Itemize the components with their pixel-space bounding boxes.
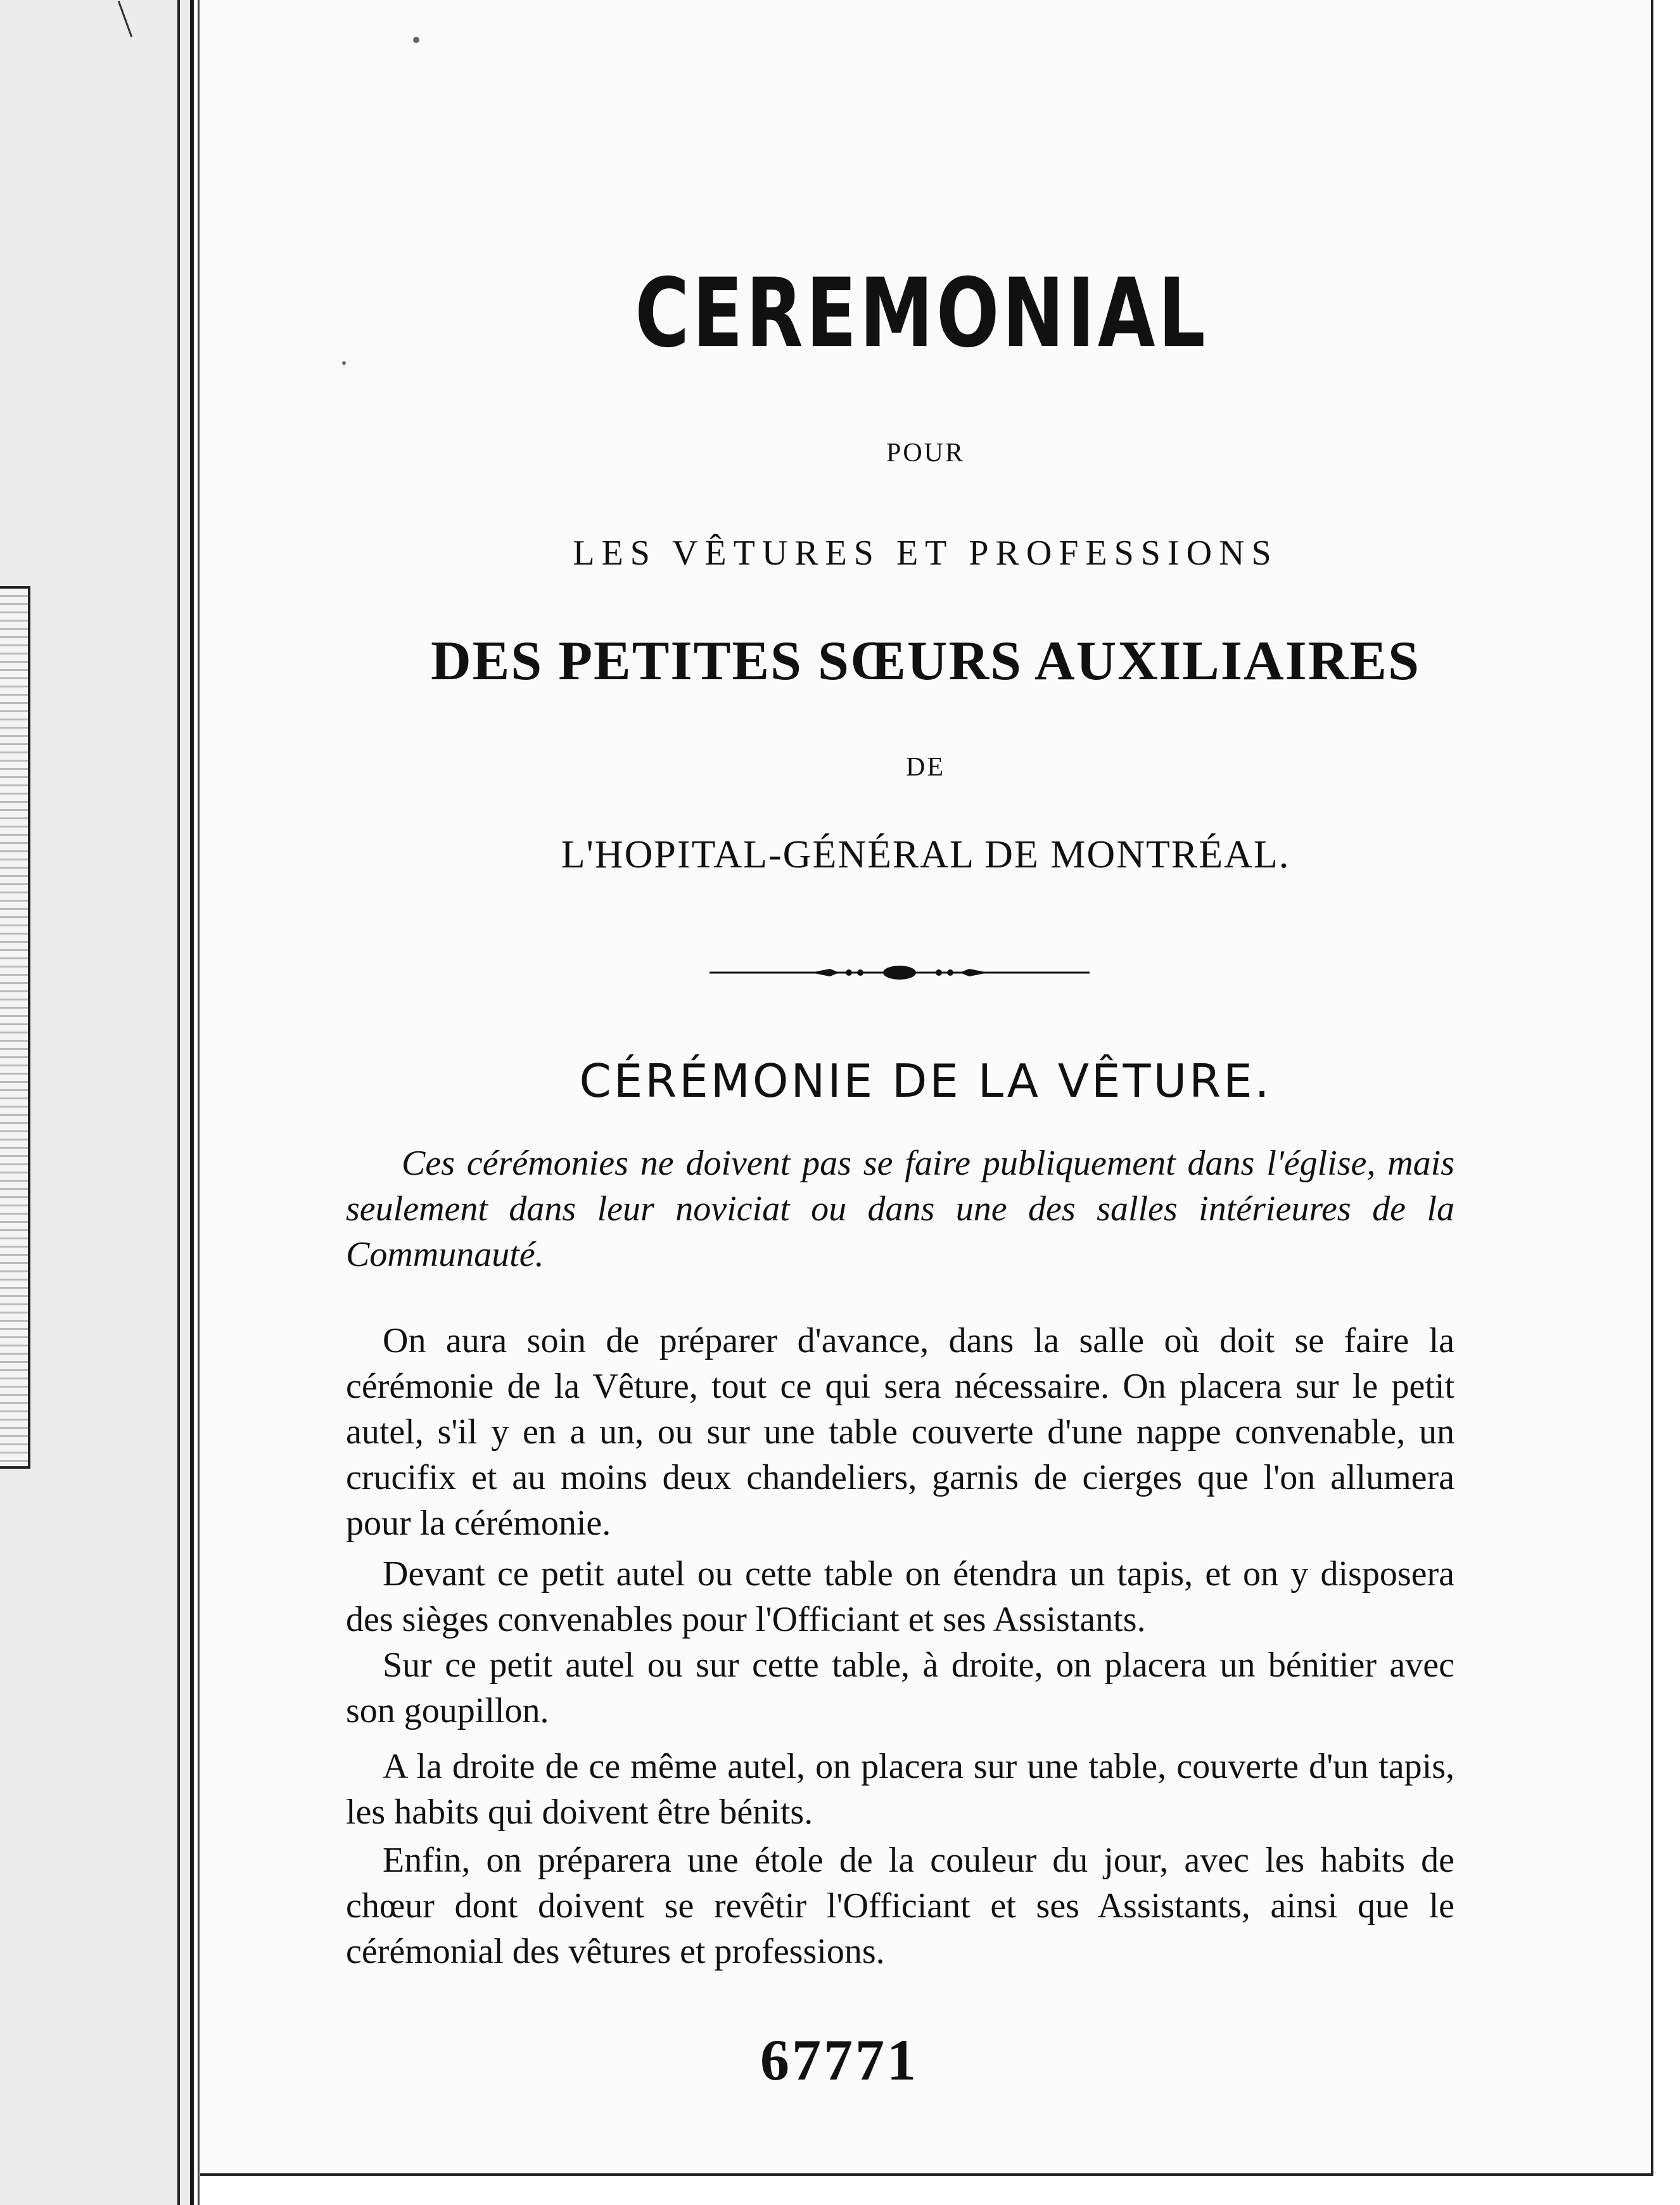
intro-italic-paragraph: Ces cérémonies ne doivent pas se faire publiquement dans l'église, mais seulement dans leur noviciat ou dans une des salles intérieures de la Communauté. [346, 1144, 1454, 1274]
subtitle-hopital: L'HOPITAL-GÉNÉRAL DE MONTRÉAL. [561, 833, 1290, 876]
paragraph-4: A la droite de ce même autel, on placera sur une table, couverte d'un tapis, les habits qui doivent être bénits. [346, 1747, 1454, 1832]
paper-speck [342, 361, 346, 365]
subtitle-de: DE [906, 753, 945, 782]
subtitle-vetures: LES VÊTURES ET PROFESSIONS [573, 534, 1278, 573]
paragraph-3: Sur ce petit autel ou sur cette table, à droite, on placera un bénitier avec son goupillon. [346, 1646, 1454, 1730]
subtitle-pour: POUR [886, 438, 965, 468]
catalog-number: 67771 [760, 2028, 919, 2092]
binding-edge-line [177, 0, 180, 2205]
section-heading: CÉRÉMONIE DE LA VÊTURE. [579, 1054, 1272, 1108]
paragraph-5: Enfin, on préparera une étole de la couleur du jour, avec les habits de chœur dont doivent se revêtir l'Officiant et ses Assistants, ainsi que le cérémonial des vêtures et professions. [346, 1841, 1454, 1971]
right-margin [1660, 0, 1680, 2205]
subtitle-petites-soeurs: DES PETITES SŒURS AUXILIAIRES [431, 630, 1420, 692]
page-edge-line [198, 0, 200, 2205]
paragraph-2: Devant ce petit autel ou cette table on étendra un tapis, et on y disposera des sièges convenables pour l'Officiant et ses Assistants. [346, 1554, 1454, 1639]
document-title: CEREMONIAL [635, 259, 1209, 369]
paper-speck [413, 37, 419, 43]
binding-tab [0, 586, 30, 1469]
ornament-divider [710, 963, 1090, 982]
paragraph-1: On aura soin de préparer d'avance, dans la salle où doit se faire la cérémonie de la Vêture, tout ce qui sera nécessaire. On placera sur le petit autel, s'il y en a un, ou sur une table couverte d'une nappe convenable, un crucifix et au moins deux chandeliers, garnis de cierges que l'on allumera pour la cérémonie. [346, 1321, 1454, 1543]
